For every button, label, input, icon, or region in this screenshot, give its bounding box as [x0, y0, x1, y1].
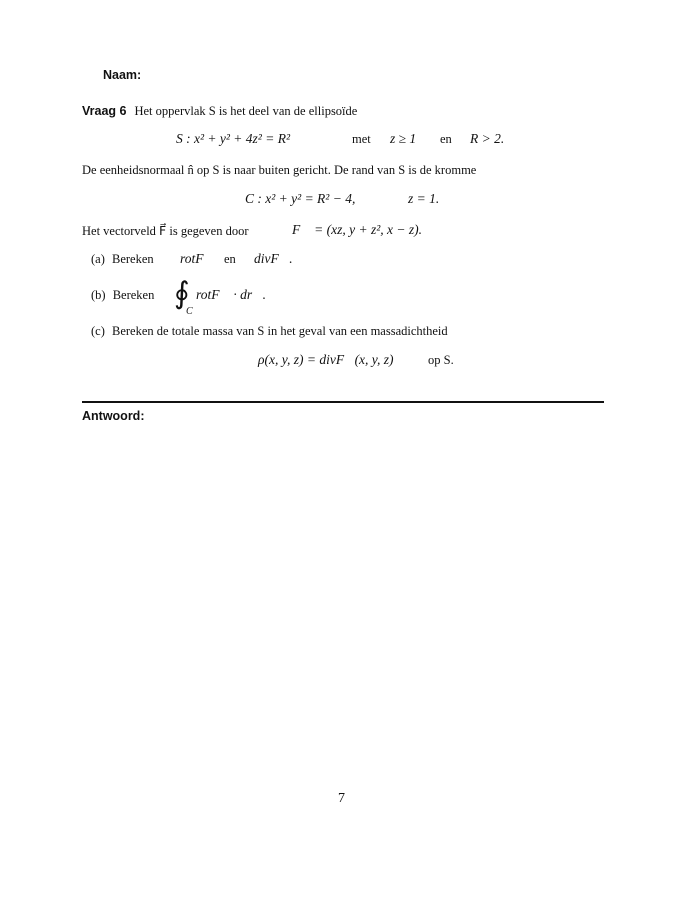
part-c-label: (c) — [91, 324, 105, 338]
normal-text: De eenheidsnormaal n̂ op S is naar buiten gericht. De rand van S is de kromme — [82, 163, 477, 177]
horizontal-rule — [82, 401, 604, 403]
surface-equation: S : x² + y² + 4z² = R² — [176, 131, 290, 146]
question-label: Vraag 6 — [82, 104, 127, 118]
part-c — [91, 324, 448, 339]
field-equation: F⃗ = (xz, y + z², x − z). — [292, 222, 422, 237]
part-c-text: Bereken de totale massa van S in het geval van een massadichtheid — [112, 324, 448, 338]
part-a-rot: rotF⃗ — [180, 251, 215, 266]
part-a-label: (a) — [91, 252, 105, 266]
contour-integral-sign: ∮ — [174, 276, 190, 311]
part-b-label: (b) — [91, 288, 106, 302]
integral-subscript: C — [186, 306, 193, 317]
density-on: op S. — [428, 353, 454, 367]
field-text: Het vectorveld F⃗ is gegeven door — [82, 224, 249, 238]
name-label: Naam: — [103, 68, 142, 82]
part-b-integrand: rotF⃗ · dr⃗. — [196, 287, 267, 302]
condition-r: R > 2. — [470, 131, 505, 146]
density-equation: ρ(x, y, z) = divF⃗(x, y, z) — [258, 352, 394, 367]
answer-label: Antwoord: — [82, 409, 145, 423]
condition-z: z ≥ 1 — [390, 131, 417, 146]
part-a — [91, 252, 154, 267]
curve-equation: C : x² + y² = R² − 4, — [245, 191, 356, 206]
page-number: 7 — [338, 791, 345, 806]
part-a-text: Bereken — [112, 252, 154, 266]
part-b — [91, 288, 154, 303]
part-a-en: en — [224, 252, 236, 266]
part-b-text: Bereken — [112, 288, 155, 302]
condition-en: en — [440, 132, 452, 146]
curve-z: z = 1. — [408, 191, 440, 206]
condition-met: met — [352, 132, 371, 146]
question-intro: Het oppervlak S is het deel van de ellipsoïde — [134, 104, 358, 118]
question-intro-line — [82, 103, 357, 119]
part-a-div: divF⃗. — [254, 251, 293, 266]
